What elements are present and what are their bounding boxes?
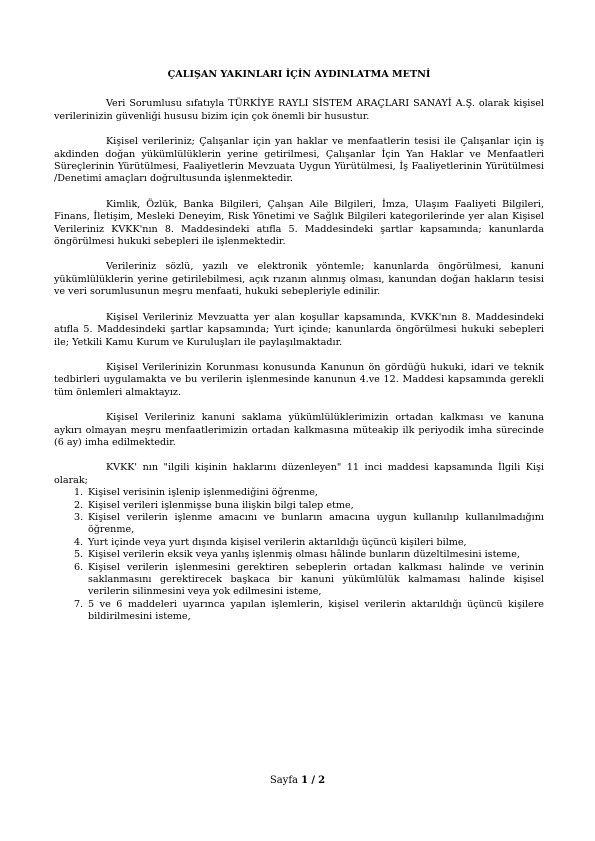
list-item-number: 3.	[74, 511, 84, 523]
list-item	[74, 549, 544, 561]
rights-intro: KVKK' nın "ilgili kişinin haklarını düzenleyen" 11 inci maddesi kapsamında İlgili Kişi olarak;	[54, 462, 544, 486]
rights-list	[54, 487, 544, 623]
document-title: ÇALIŞAN YAKINLARI İÇİN AYDINLATMA METNİ	[167, 69, 431, 80]
list-item-text: Kişisel verilerin işlenmesini gerektiren sebeplerin ortadan kalkması halinde ve verinin saklanmasını gerektirecek başkaca bir kanuni yükümlülük kalmaması halinde kişisel verilerin silinmesini veya yok edilmesini isteme,	[88, 561, 544, 598]
list-item-text: Kişisel verilerin eksik veya yanlış işlenmiş olması hâlinde bunların düzeltilmesini isteme,	[88, 549, 520, 561]
list-item	[74, 598, 544, 624]
paragraph-data-sharing: Kişisel Verileriniz Mevzuatta yer alan koşullar kapsamında, KVKK'nın 8. Maddesindeki atıfla 5. Maddesindeki şartlar kapsamında; Yurt içinde; kanunlarda öngörülmesi hukuki sebepleri ile; Yetkili Kamu Kurum ve Kuruluşları ile paylaşılmaktadır.	[54, 311, 544, 348]
list-item-number: 5.	[74, 549, 84, 561]
list-item-text: Kişisel verisinin işlenip işlenmediğini öğrenme,	[88, 487, 318, 499]
paragraph-protection-measures: Kişisel Verilerinizin Korunması konusunda Kanunun ön gördüğü hukuki, idari ve teknik tedbirleri uygulamakta ve bu verilerin işlenmesinde kanunun 4.ve 12. Maddesi kapsamında gerekli tüm önlemleri almaktayız.	[54, 361, 544, 398]
list-item-text: Kişisel verileri işlenmişse buna ilişkin bilgi talep etme,	[88, 499, 354, 511]
list-item-text: Yurt içinde veya yurt dışında kişisel verilerin aktarıldığı üçüncü kişileri bilme,	[88, 536, 467, 548]
page-separator: /	[311, 775, 315, 786]
page-total: 2	[318, 775, 326, 786]
page-number: 1	[301, 775, 309, 786]
list-item-number: 1.	[74, 487, 84, 499]
document-body	[54, 69, 544, 624]
list-item	[74, 536, 544, 549]
list-item	[74, 499, 544, 512]
list-item	[74, 487, 544, 499]
list-item-number: 4.	[74, 536, 84, 548]
page-footer	[0, 775, 595, 786]
list-item-text: Kişisel verilerin işlenme amacını ve bunların amacına uygun kullanılıp kullanılmadığını öğrenme,	[88, 511, 544, 536]
list-item-number: 6.	[74, 561, 84, 573]
paragraph-retention: Kişisel Verileriniz kanuni saklama yükümlülüklerimizin ortadan kalkması ve kanuna aykırı olmayan meşru menfaatlerimizin ortadan kalkmasına müteakip ilk periyodik imha sürecinde (6 ay) imha edilmektedir.	[54, 412, 544, 448]
list-item-text: 5 ve 6 maddeleri uyarınca yapılan işlemlerin, kişisel verilerin aktarıldığı üçüncü kişilere bildirilmesini isteme,	[88, 598, 544, 623]
list-item-number: 2.	[74, 499, 84, 511]
page-label: Sayfa	[269, 775, 298, 786]
paragraph-collection-methods: Verileriniz sözlü, yazılı ve elektronik yöntemle; kanunlarda öngörülmesi, kanuni yükümlülüklerin yerine getirilebilmesi, açık rızanın alınmış olması, kanundan doğan hakların tesisi ve veri sorumlusunun meşru menfaati, hukuki sebepleriyle edinilir.	[54, 261, 544, 298]
list-item-number: 7.	[74, 598, 84, 610]
paragraph-data-categories: Kimlik, Özlük, Banka Bilgileri, Çalışan Aile Bilgileri, İmza, Ulaşım Faaliyeti Bilgileri, Finans, İletişim, Mesleki Deneyim, Risk Yönetimi ve Sağlık Bilgileri kategorilerinde yer alan Kişisel Verileriniz KVKK'nın 8. Maddesindeki atıfla 5. Maddesindeki şartlar kapsamında; kanunlarda öngörülmesi hukuki sebepleri ile işlenmektedir.	[54, 198, 544, 248]
list-item	[74, 561, 544, 599]
list-item	[74, 511, 544, 537]
paragraph-data-controller: Veri Sorumlusu sıfatıyla TÜRKİYE RAYLI SİSTEM ARAÇLARI SANAYİ A.Ş. olarak kişisel verilerinizin güvenliği hususu bizim için çok önemli bir husustur.	[54, 98, 544, 122]
paragraph-processing-purposes: Kişisel verileriniz; Çalışanlar için yan haklar ve menfaatlerin tesisi ile Çalışanlar için iş akdinden doğan yükümlülüklerin yerine getirilmesi, Çalışanlar İçin Yan Haklar ve Menfaatleri Süreçlerinin Yürütülmesi, Faaliyetlerin Mevzuata Uygun Yürütülmesi, İş Faaliyetlerinin Yürütülmesi /Denetimi amaçları doğrultusunda işlenmektedir.	[54, 136, 544, 185]
